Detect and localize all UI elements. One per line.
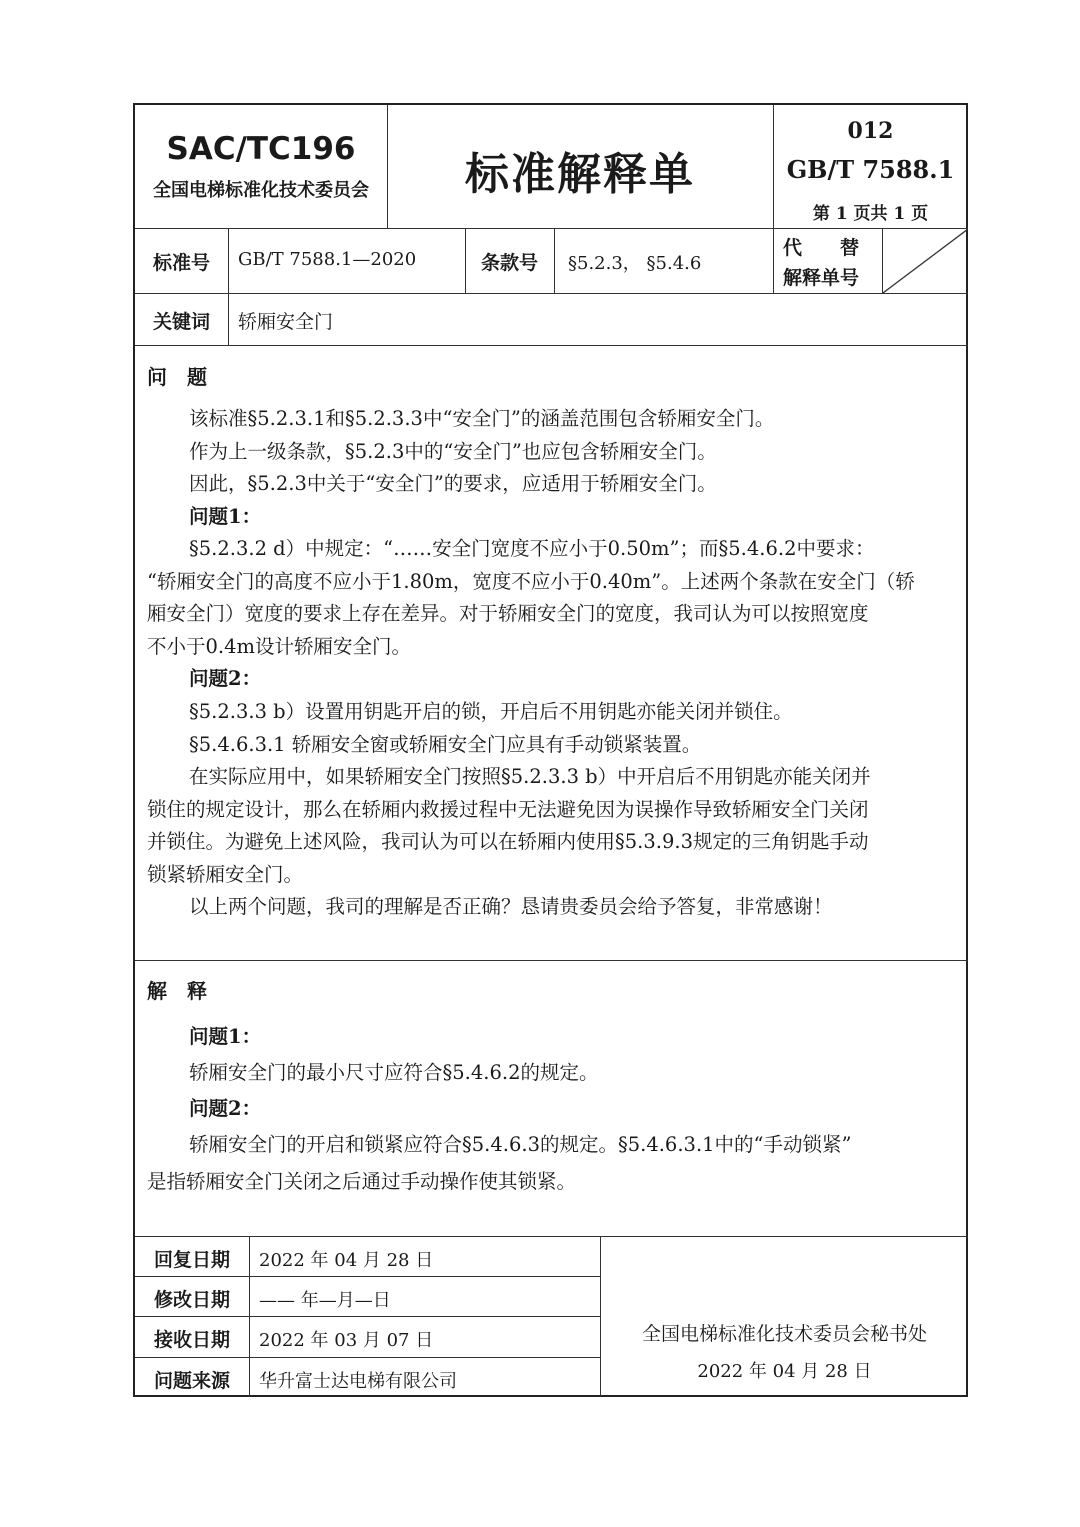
standard-number: GB/T 7588.1 <box>786 155 955 184</box>
replace-label-2: 解释单号 <box>783 267 860 289</box>
paragraph-line: 轿厢安全门的开启和锁紧应符合§5.4.6.3的规定。§5.4.6.3.1中的“手动锁紧” <box>189 1133 852 1156</box>
answer-2-label: 问题2： <box>189 1097 262 1120</box>
paragraph-line: 并锁住。为避免上述风险，我司认为可以在轿厢内使用§5.3.9.3规定的三角钥匙手动 <box>147 830 869 853</box>
modify-date-value: —— 年—月—日 <box>259 1290 391 1311</box>
question-source-label: 问题来源 <box>153 1370 230 1392</box>
signature-date: 2022 年 04 月 28 日 <box>697 1361 872 1382</box>
doc-title: 标准解释单 <box>465 149 695 200</box>
question-1-label: 问题1： <box>189 505 262 528</box>
receive-date-value: 2022 年 03 月 07 日 <box>259 1330 434 1351</box>
paragraph-line: 厢安全门）宽度的要求上存在差异。对于轿厢安全门的宽度，我司认为可以按照宽度 <box>147 602 869 625</box>
divider <box>135 345 968 346</box>
replace-label-1: 代 替 <box>783 237 860 259</box>
divider <box>135 1357 600 1358</box>
std-value: GB/T 7588.1—2020 <box>238 249 417 270</box>
page-info: 第 1 页共 1 页 <box>812 204 929 224</box>
question-source-value: 华升富士达电梯有限公司 <box>259 1371 457 1392</box>
answer-heading: 解 释 <box>147 979 207 1003</box>
answer-1-label: 问题1： <box>189 1025 262 1048</box>
std-label: 标准号 <box>152 252 210 274</box>
divider <box>135 1316 600 1317</box>
divider <box>135 1276 600 1277</box>
receive-date-label: 接收日期 <box>153 1329 230 1351</box>
divider <box>554 228 555 293</box>
paragraph-line: 因此，§5.2.3中关于“安全门”的要求，应适用于轿厢安全门。 <box>189 472 717 495</box>
divider <box>135 1236 968 1237</box>
paragraph-line: 锁紧轿厢安全门。 <box>147 863 304 886</box>
question-2-label: 问题2： <box>189 667 262 690</box>
divider <box>135 228 968 229</box>
divider <box>135 960 968 961</box>
question-heading: 问 题 <box>147 365 207 389</box>
paragraph-line: 该标准§5.2.3.1和§5.2.3.3中“安全门”的涵盖范围包含轿厢安全门。 <box>189 407 775 430</box>
reply-date-value: 2022 年 04 月 28 日 <box>259 1250 434 1271</box>
reply-date-label: 回复日期 <box>153 1249 230 1271</box>
org-name: 全国电梯标准化技术委员会 <box>153 180 369 201</box>
interpretation-form <box>133 103 968 1397</box>
serial-number: 012 <box>847 118 894 144</box>
paragraph-line: 以上两个问题，我司的理解是否正确？恳请贵委员会给予答复，非常感谢！ <box>189 895 833 918</box>
paragraph-line: §5.2.3.3 b）设置用钥匙开启的锁，开启后不用钥匙亦能关闭并锁住。 <box>189 700 793 723</box>
paragraph-line: “轿厢安全门的高度不应小于1.80m，宽度不应小于0.40m”。上述两个条款在安全门（轿 <box>147 570 915 593</box>
paragraph-line: 作为上一级条款，§5.2.3中的“安全门”也应包含轿厢安全门。 <box>189 440 717 463</box>
modify-date-label: 修改日期 <box>153 1289 230 1311</box>
paragraph-line: 轿厢安全门的最小尺寸应符合§5.4.6.2的规定。 <box>189 1061 599 1084</box>
paragraph-line: 在实际应用中，如果轿厢安全门按照§5.2.3.3 b）中开启后不用钥匙亦能关闭并 <box>189 765 871 788</box>
keyword-label: 关键词 <box>152 311 210 333</box>
divider <box>773 228 774 293</box>
divider <box>135 293 968 294</box>
clause-value: §5.2.3， §5.4.6 <box>568 253 702 274</box>
keyword-value: 轿厢安全门 <box>238 311 334 333</box>
paragraph-line: 不小于0.4m设计轿厢安全门。 <box>147 635 412 658</box>
empty-cell-diagonal <box>883 229 968 293</box>
paragraph-line: §5.4.6.3.1 轿厢安全窗或轿厢安全门应具有手动锁紧装置。 <box>189 733 702 756</box>
paragraph-line: 是指轿厢安全门关闭之后通过手动操作使其锁紧。 <box>147 1170 577 1193</box>
paragraph-line: 锁住的规定设计，那么在轿厢内救援过程中无法避免因为误操作导致轿厢安全门关闭 <box>147 798 869 821</box>
org-code: SAC/TC196 <box>166 131 356 167</box>
clause-label: 条款号 <box>480 252 538 274</box>
paragraph-line: §5.2.3.2 d）中规定：“……安全门宽度不应小于0.50m”；而§5.4.6.2中要求： <box>189 537 875 560</box>
divider <box>228 293 229 345</box>
divider <box>228 228 229 293</box>
secretariat-name: 全国电梯标准化技术委员会秘书处 <box>641 1323 927 1345</box>
